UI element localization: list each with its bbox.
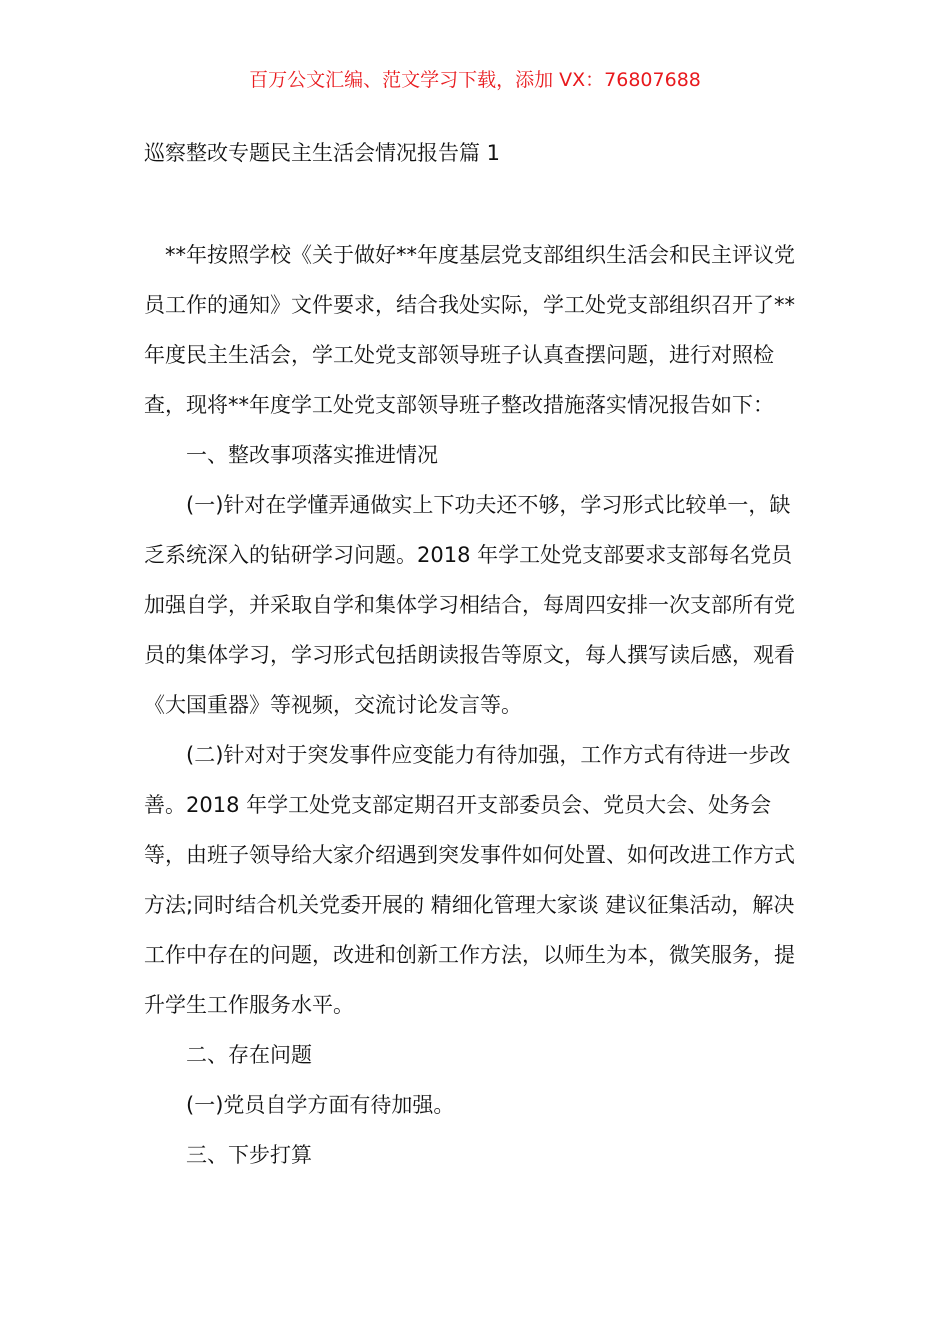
section2-heading: 二、存在问题 <box>186 1043 312 1067</box>
section1-heading: 一、整改事项落实推进情况 <box>186 443 438 467</box>
header-ad-text: 百万公文汇编、范文学习下载，添加 VX：76807688 <box>249 69 701 91</box>
section1-item1-paragraph: (一)针对在学懂弄通做实上下功夫还不够，学习形式比较单一，缺乏系统深入的钻研学习问题。2018 年学工处党支部要求支部每名党员加强自学，并采取自学和集体学习相结合，每周四安排一次支部所有党员的集体学习，学习形式包括朗读报告等原文，每人撰写读后感，观看《大国重器》等视频，交流讨论发言等。 <box>144 493 795 717</box>
document-body <box>144 230 806 1180</box>
section1-item2-paragraph: (二)针对对于突发事件应变能力有待加强，工作方式有待进一步改善。2018 年学工处党支部定期召开支部委员会、党员大会、处务会等，由班子领导给大家介绍遇到突发事件如何处置、如何改进工作方式方法;同时结合机关党委开展的 精细化管理大家谈 建议征集活动，解决工作中存在的问题，改进和创新工作方法，以师生为本，微笑服务，提升学生工作服务水平。 <box>144 743 795 1017</box>
intro-paragraph: **年按照学校《关于做好**年度基层党支部组织生活会和民主评议党员工作的通知》文件要求，结合我处实际，学工处党支部组织召开了**年度民主生活会，学工处党支部领导班子认真查摆问题，进行对照检查，现将**年度学工处党支部领导班子整改措施落实情况报告如下： <box>144 243 795 417</box>
section2-item1-paragraph: (一)党员自学方面有待加强。 <box>186 1093 455 1117</box>
document-title: 巡察整改专题民主生活会情况报告篇 1 <box>144 141 501 165</box>
section3-heading: 三、下步打算 <box>186 1143 312 1167</box>
